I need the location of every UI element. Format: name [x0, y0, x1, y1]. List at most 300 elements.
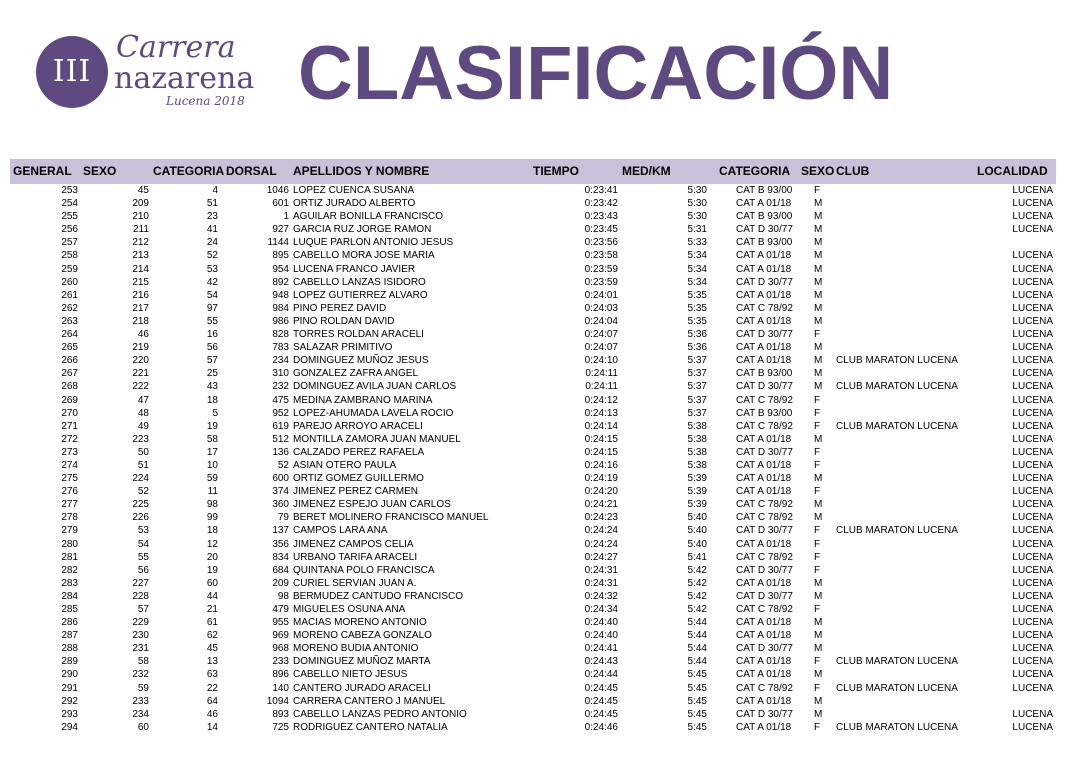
cell-tiempo: 0:24:21	[584, 499, 618, 511]
cell-categoria-2: CAT C 78/92	[736, 499, 793, 511]
cell-tiempo: 0:24:40	[584, 617, 618, 629]
cell-categoria: 51	[206, 198, 218, 210]
cell-categoria: 18	[206, 525, 218, 537]
cell-categoria: 53	[206, 263, 218, 275]
cell-categoria-2: CAT D 30/77	[736, 708, 793, 720]
cell-nombre: QUINTANA POLO FRANCISCA	[293, 564, 435, 576]
cell-dorsal: 137	[272, 525, 289, 537]
cell-club: CLUB MARATON LUCENA	[836, 721, 958, 733]
cell-localidad: LUCENA	[1012, 276, 1053, 288]
header-categoria: CATEGORIA	[153, 164, 225, 178]
cell-medkm: 5:40	[687, 538, 707, 550]
cell-sexo: 216	[132, 289, 149, 301]
cell-general: 272	[61, 433, 78, 445]
cell-categoria-2: CAT C 78/92	[736, 302, 793, 314]
cell-general: 260	[61, 276, 78, 288]
cell-categoria: 56	[206, 342, 218, 354]
cell-tiempo: 0:24:32	[584, 590, 618, 602]
cell-dorsal: 892	[272, 276, 289, 288]
cell-categoria-2: CAT A 01/18	[736, 721, 792, 733]
cell-sexo: 225	[132, 499, 149, 511]
cell-general: 286	[61, 617, 78, 629]
cell-dorsal: 1144	[267, 237, 289, 249]
cell-general: 262	[61, 302, 78, 314]
cell-localidad: LUCENA	[1012, 263, 1053, 275]
cell-localidad: LUCENA	[1012, 302, 1053, 314]
cell-categoria: 44	[206, 590, 218, 602]
cell-sexo: 227	[132, 577, 149, 589]
cell-nombre: GONZALEZ ZAFRA ANGEL	[293, 368, 419, 380]
cell-sexo: 222	[132, 381, 149, 393]
cell-categoria-2: CAT B 93/00	[736, 407, 793, 419]
table-row	[10, 590, 1056, 603]
cell-tiempo: 0:24:45	[584, 682, 618, 694]
cell-categoria: 99	[206, 512, 218, 524]
cell-categoria: 98	[206, 499, 218, 511]
cell-sexo: 224	[132, 473, 149, 485]
cell-dorsal: 954	[272, 263, 289, 275]
cell-sexo-2: M	[814, 499, 823, 511]
cell-tiempo: 0:24:34	[584, 604, 618, 615]
cell-tiempo: 0:24:16	[584, 459, 618, 471]
cell-categoria: 55	[206, 315, 218, 327]
cell-categoria-2: CAT A 01/18	[736, 473, 792, 485]
cell-categoria: 63	[206, 669, 218, 681]
cell-medkm: 5:40	[687, 512, 707, 524]
cell-club: CLUB MARATON LUCENA	[836, 355, 958, 367]
table-row	[10, 485, 1056, 498]
cell-medkm: 5:38	[687, 446, 707, 458]
cell-medkm: 5:35	[687, 289, 707, 301]
cell-general: 269	[61, 394, 78, 406]
cell-categoria-2: CAT D 30/77	[736, 525, 793, 537]
page-title: CLASIFICACIÓN	[298, 31, 894, 116]
cell-nombre: ORTIZ GOMEZ GUILLERMO	[293, 473, 424, 485]
cell-sexo: 58	[137, 656, 149, 668]
cell-localidad: LUCENA	[1012, 564, 1053, 576]
table-row	[10, 551, 1056, 564]
cell-sexo: 215	[132, 276, 149, 288]
cell-dorsal: 725	[272, 721, 289, 733]
cell-localidad: LUCENA	[1012, 394, 1053, 406]
cell-medkm: 5:42	[687, 564, 707, 576]
cell-categoria-2: CAT A 01/18	[736, 538, 792, 550]
cell-categoria: 12	[206, 538, 218, 550]
cell-medkm: 5:44	[687, 630, 707, 642]
cell-nombre: CARRERA CANTERO J MANUEL	[293, 695, 446, 707]
cell-sexo-2: M	[814, 433, 823, 445]
cell-sexo-2: M	[814, 355, 823, 367]
cell-sexo: 54	[137, 538, 149, 550]
header-tiempo: TIEMPO	[533, 164, 580, 178]
cell-sexo: 59	[137, 682, 149, 694]
cell-nombre: AGUILAR BONILLA FRANCISCO	[293, 211, 444, 223]
cell-medkm: 5:37	[687, 355, 707, 367]
cell-dorsal: 893	[272, 708, 289, 720]
cell-categoria: 17	[206, 446, 218, 458]
cell-general: 256	[61, 224, 78, 236]
cell-sexo: 212	[132, 237, 149, 249]
cell-categoria-2: CAT D 30/77	[736, 276, 793, 288]
cell-localidad: LUCENA	[1012, 211, 1053, 223]
cell-medkm: 5:39	[687, 473, 707, 485]
cell-nombre: JIMENEZ PEREZ CARMEN	[293, 486, 419, 498]
results-table	[10, 184, 1056, 734]
cell-categoria-2: CAT D 30/77	[736, 590, 793, 602]
cell-sexo-2: M	[814, 237, 823, 249]
cell-tiempo: 0:24:11	[585, 381, 618, 393]
cell-localidad: LUCENA	[1012, 590, 1053, 602]
cell-localidad: LUCENA	[1012, 499, 1053, 511]
cell-medkm: 5:37	[687, 381, 707, 393]
cell-localidad: LUCENA	[1012, 630, 1053, 642]
cell-dorsal: 1	[283, 211, 289, 223]
cell-dorsal: 1046	[266, 185, 289, 196]
cell-categoria: 13	[206, 656, 218, 668]
cell-general: 259	[61, 263, 78, 275]
cell-medkm: 5:42	[687, 577, 707, 589]
cell-nombre: CABELLO LANZAS ISIDORO	[293, 276, 426, 288]
cell-dorsal: 969	[272, 630, 289, 642]
cell-dorsal: 512	[272, 433, 289, 445]
cell-categoria: 58	[206, 433, 218, 445]
cell-tiempo: 0:24:07	[584, 329, 618, 341]
table-row	[10, 354, 1056, 367]
cell-medkm: 5:30	[687, 185, 707, 196]
cell-medkm: 5:45	[687, 721, 707, 733]
cell-categoria: 64	[206, 695, 218, 707]
cell-medkm: 5:36	[687, 329, 707, 341]
cell-medkm: 5:33	[687, 237, 707, 249]
table-row	[10, 407, 1056, 420]
cell-tiempo: 0:24:31	[584, 577, 618, 589]
table-row	[10, 538, 1056, 551]
cell-general: 290	[61, 669, 78, 681]
table-row	[10, 236, 1056, 249]
cell-localidad: LUCENA	[1012, 577, 1053, 589]
cell-general: 271	[61, 420, 78, 432]
cell-medkm: 5:30	[687, 198, 707, 210]
cell-tiempo: 0:24:41	[584, 643, 618, 655]
cell-dorsal: 52	[277, 459, 289, 471]
cell-categoria: 24	[206, 237, 218, 249]
cell-dorsal: 1094	[266, 695, 289, 707]
cell-general: 274	[61, 459, 78, 471]
cell-tiempo: 0:24:13	[584, 407, 618, 419]
cell-sexo-2: M	[814, 315, 823, 327]
cell-categoria: 22	[206, 682, 218, 694]
cell-nombre: CAMPOS LARA ANA	[293, 525, 388, 537]
cell-sexo-2: F	[814, 604, 821, 615]
cell-nombre: SALAZAR PRIMITIVO	[293, 342, 393, 354]
cell-sexo: 51	[137, 459, 149, 471]
cell-localidad: LUCENA	[1012, 604, 1053, 615]
cell-nombre: BERMUDEZ CANTUDO FRANCISCO	[293, 590, 464, 602]
cell-localidad: LUCENA	[1012, 368, 1053, 380]
cell-tiempo: 0:24:07	[584, 342, 618, 354]
cell-nombre: MEDINA ZAMBRANO MARINA	[293, 394, 433, 406]
cell-medkm: 5:34	[687, 276, 707, 288]
cell-general: 279	[61, 525, 78, 537]
cell-sexo: 213	[132, 250, 149, 262]
cell-medkm: 5:31	[687, 224, 707, 236]
cell-nombre: TORRES ROLDAN ARACELI	[293, 329, 424, 341]
cell-nombre: JIMENEZ ESPEJO JUAN CARLOS	[293, 499, 451, 511]
cell-sexo-2: M	[814, 669, 823, 681]
cell-general: 253	[61, 185, 78, 196]
cell-general: 266	[61, 355, 78, 367]
cell-categoria-2: CAT A 01/18	[736, 289, 792, 301]
cell-sexo-2: M	[814, 630, 823, 642]
cell-sexo: 46	[137, 329, 149, 341]
cell-sexo-2: M	[814, 577, 823, 589]
cell-categoria-2: CAT B 93/00	[736, 211, 793, 223]
header-localidad: LOCALIDAD	[977, 164, 1048, 178]
cell-sexo: 57	[137, 604, 149, 615]
cell-categoria: 14	[206, 721, 218, 733]
cell-categoria-2: CAT A 01/18	[736, 486, 792, 498]
header-sexo: SEXO	[83, 164, 117, 178]
cell-nombre: MORENO CABEZA GONZALO	[293, 630, 432, 642]
table-row	[10, 603, 1056, 616]
cell-sexo: 229	[132, 617, 149, 629]
cell-categoria: 54	[206, 289, 218, 301]
table-row	[10, 655, 1056, 668]
cell-sexo-2: F	[814, 394, 821, 406]
cell-categoria-2: CAT A 01/18	[736, 263, 792, 275]
table-row	[10, 197, 1056, 210]
header-general: GENERAL	[13, 164, 72, 178]
cell-categoria: 18	[206, 394, 218, 406]
cell-sexo-2: M	[814, 381, 823, 393]
table-row	[10, 341, 1056, 354]
cell-sexo: 230	[132, 630, 149, 642]
cell-localidad: LUCENA	[1012, 538, 1053, 550]
cell-categoria-2: CAT A 01/18	[736, 695, 792, 707]
cell-sexo-2: M	[814, 224, 823, 236]
cell-tiempo: 0:24:24	[584, 525, 618, 537]
cell-medkm: 5:39	[687, 486, 707, 498]
cell-sexo-2: F	[814, 407, 821, 419]
cell-dorsal: 234	[272, 355, 289, 367]
cell-categoria: 16	[206, 329, 218, 341]
cell-general: 261	[61, 289, 78, 301]
cell-sexo-2: F	[814, 446, 821, 458]
cell-categoria-2: CAT A 01/18	[736, 630, 792, 642]
cell-medkm: 5:44	[687, 643, 707, 655]
header-club: CLUB	[836, 164, 870, 178]
cell-tiempo: 0:24:15	[584, 446, 618, 458]
cell-categoria-2: CAT A 01/18	[736, 656, 792, 668]
cell-tiempo: 0:24:10	[584, 355, 618, 367]
cell-dorsal: 310	[272, 368, 289, 380]
cell-categoria-2: CAT D 30/77	[736, 224, 793, 236]
cell-tiempo: 0:24:31	[584, 564, 618, 576]
cell-general: 277	[61, 499, 78, 511]
cell-dorsal: 927	[272, 224, 289, 236]
cell-dorsal: 955	[272, 617, 289, 629]
cell-categoria: 20	[206, 551, 218, 563]
cell-sexo: 211	[133, 224, 149, 236]
cell-categoria: 62	[206, 630, 218, 642]
table-row	[10, 524, 1056, 537]
cell-nombre: RODRIGUEZ CANTERO NATALIA	[293, 721, 448, 733]
cell-dorsal: 479	[272, 604, 289, 615]
table-row	[10, 328, 1056, 341]
cell-localidad: LUCENA	[1012, 198, 1053, 210]
cell-nombre: DOMINGUEZ MUÑOZ JESUS	[293, 355, 429, 367]
logo-line-1: Carrera	[116, 30, 236, 65]
cell-tiempo: 0:24:43	[584, 656, 618, 668]
cell-tiempo: 0:24:27	[584, 551, 618, 563]
cell-nombre: LUCENA FRANCO JAVIER	[293, 263, 416, 275]
cell-categoria-2: CAT A 01/18	[736, 198, 792, 210]
table-row	[10, 642, 1056, 655]
cell-sexo: 232	[132, 669, 149, 681]
cell-sexo: 214	[132, 263, 149, 275]
cell-dorsal: 834	[272, 551, 289, 563]
cell-nombre: JIMENEZ CAMPOS CELIA	[293, 538, 414, 550]
cell-nombre: LOPEZ GUTIERREZ ALVARO	[293, 289, 428, 301]
cell-localidad: LUCENA	[1012, 512, 1053, 524]
cell-medkm: 5:37	[687, 407, 707, 419]
cell-nombre: CALZADO PEREZ RAFAELA	[293, 446, 425, 458]
cell-sexo-2: F	[814, 420, 821, 432]
cell-dorsal: 948	[272, 289, 289, 301]
cell-categoria-2: CAT A 01/18	[736, 459, 792, 471]
table-row	[10, 616, 1056, 629]
cell-nombre: MONTILLA ZAMORA JUAN MANUEL	[293, 433, 461, 445]
table-row	[10, 577, 1056, 590]
cell-localidad: LUCENA	[1012, 329, 1053, 341]
cell-categoria: 97	[206, 302, 218, 314]
cell-dorsal: 968	[272, 643, 289, 655]
cell-categoria-2: CAT B 93/00	[736, 368, 793, 380]
cell-sexo-2: F	[814, 459, 821, 471]
cell-general: 292	[61, 695, 78, 707]
cell-tiempo: 0:24:19	[584, 473, 618, 485]
cell-localidad: LUCENA	[1012, 315, 1053, 327]
cell-dorsal: 986	[272, 315, 289, 327]
cell-nombre: PINO PEREZ DAVID	[293, 302, 387, 314]
cell-tiempo: 0:24:04	[584, 315, 618, 327]
cell-sexo-2: M	[814, 263, 823, 275]
cell-club: CLUB MARATON LUCENA	[836, 656, 958, 668]
cell-categoria-2: CAT A 01/18	[736, 355, 792, 367]
cell-sexo: 233	[132, 695, 149, 707]
cell-general: 293	[61, 708, 78, 720]
cell-general: 265	[61, 342, 78, 354]
cell-categoria: 43	[206, 381, 218, 393]
cell-sexo-2: F	[814, 551, 821, 563]
table-row	[10, 564, 1056, 577]
cell-localidad: LUCENA	[1012, 407, 1053, 419]
header-dorsal: DORSAL	[226, 164, 277, 178]
cell-medkm: 5:35	[687, 315, 707, 327]
cell-categoria: 10	[206, 459, 218, 471]
cell-sexo: 234	[132, 708, 149, 720]
cell-medkm: 5:38	[687, 433, 707, 445]
cell-categoria-2: CAT D 30/77	[736, 381, 793, 393]
table-row	[10, 511, 1056, 524]
cell-categoria-2: CAT A 01/18	[736, 250, 792, 262]
cell-general: 288	[61, 643, 78, 655]
cell-sexo: 49	[137, 420, 149, 432]
cell-sexo: 209	[132, 198, 149, 210]
cell-dorsal: 896	[272, 669, 289, 681]
cell-localidad: LUCENA	[1012, 381, 1053, 393]
table-row	[10, 210, 1056, 223]
table-row	[10, 721, 1056, 734]
cell-sexo: 218	[132, 315, 149, 327]
cell-general: 281	[61, 551, 78, 563]
cell-categoria: 60	[206, 577, 218, 589]
cell-nombre: MIGUELES OSUNA ANA	[293, 604, 406, 615]
cell-sexo-2: M	[814, 289, 823, 301]
cell-medkm: 5:44	[687, 656, 707, 668]
cell-sexo-2: F	[814, 682, 821, 694]
cell-dorsal: 952	[272, 407, 289, 419]
cell-club: CLUB MARATON LUCENA	[836, 420, 958, 432]
cell-sexo: 217	[132, 302, 149, 314]
cell-categoria-2: CAT C 78/92	[736, 420, 793, 432]
cell-tiempo: 0:23:41	[584, 185, 618, 196]
cell-localidad: LUCENA	[1012, 250, 1053, 262]
cell-general: 280	[61, 538, 78, 550]
cell-tiempo: 0:23:45	[584, 224, 618, 236]
cell-sexo: 50	[137, 446, 149, 458]
cell-tiempo: 0:23:58	[584, 250, 618, 262]
cell-sexo: 228	[132, 590, 149, 602]
cell-sexo-2: M	[814, 473, 823, 485]
cell-localidad: LUCENA	[1012, 525, 1053, 537]
cell-club: CLUB MARATON LUCENA	[836, 381, 958, 393]
cell-sexo-2: F	[814, 538, 821, 550]
cell-localidad: LUCENA	[1012, 669, 1053, 681]
cell-nombre: DOMINGUEZ AVILA JUAN CARLOS	[293, 381, 457, 393]
cell-medkm: 5:41	[687, 551, 707, 563]
cell-categoria: 23	[206, 211, 218, 223]
cell-sexo-2: F	[814, 656, 821, 668]
cell-sexo-2: M	[814, 302, 823, 314]
cell-medkm: 5:37	[687, 394, 707, 406]
cell-nombre: LUQUE PARLON ANTONIO JESUS	[293, 237, 454, 249]
cell-localidad: LUCENA	[1012, 185, 1053, 196]
cell-dorsal: 374	[272, 486, 289, 498]
cell-tiempo: 0:23:59	[584, 276, 618, 288]
cell-sexo-2: M	[814, 512, 823, 524]
table-row	[10, 629, 1056, 642]
header-sexo-2: SEXO	[801, 164, 835, 178]
cell-tiempo: 0:24:40	[584, 630, 618, 642]
table-row	[10, 695, 1056, 708]
cell-localidad: LUCENA	[1012, 342, 1053, 354]
cell-sexo: 223	[132, 433, 149, 445]
cell-dorsal: 98	[277, 590, 289, 602]
cell-nombre: LOPEZ CUENCA SUSANA	[293, 185, 415, 196]
cell-nombre: CABELLO LANZAS PEDRO ANTONIO	[293, 708, 467, 720]
cell-general: 254	[61, 198, 78, 210]
cell-categoria: 61	[206, 617, 218, 629]
cell-categoria-2: CAT D 30/77	[736, 643, 793, 655]
cell-sexo: 60	[137, 721, 149, 733]
cell-general: 283	[61, 577, 78, 589]
cell-sexo-2: F	[814, 525, 821, 537]
cell-dorsal: 984	[272, 302, 289, 314]
cell-medkm: 5:45	[687, 669, 707, 681]
cell-general: 258	[61, 250, 78, 262]
cell-sexo: 52	[137, 486, 149, 498]
